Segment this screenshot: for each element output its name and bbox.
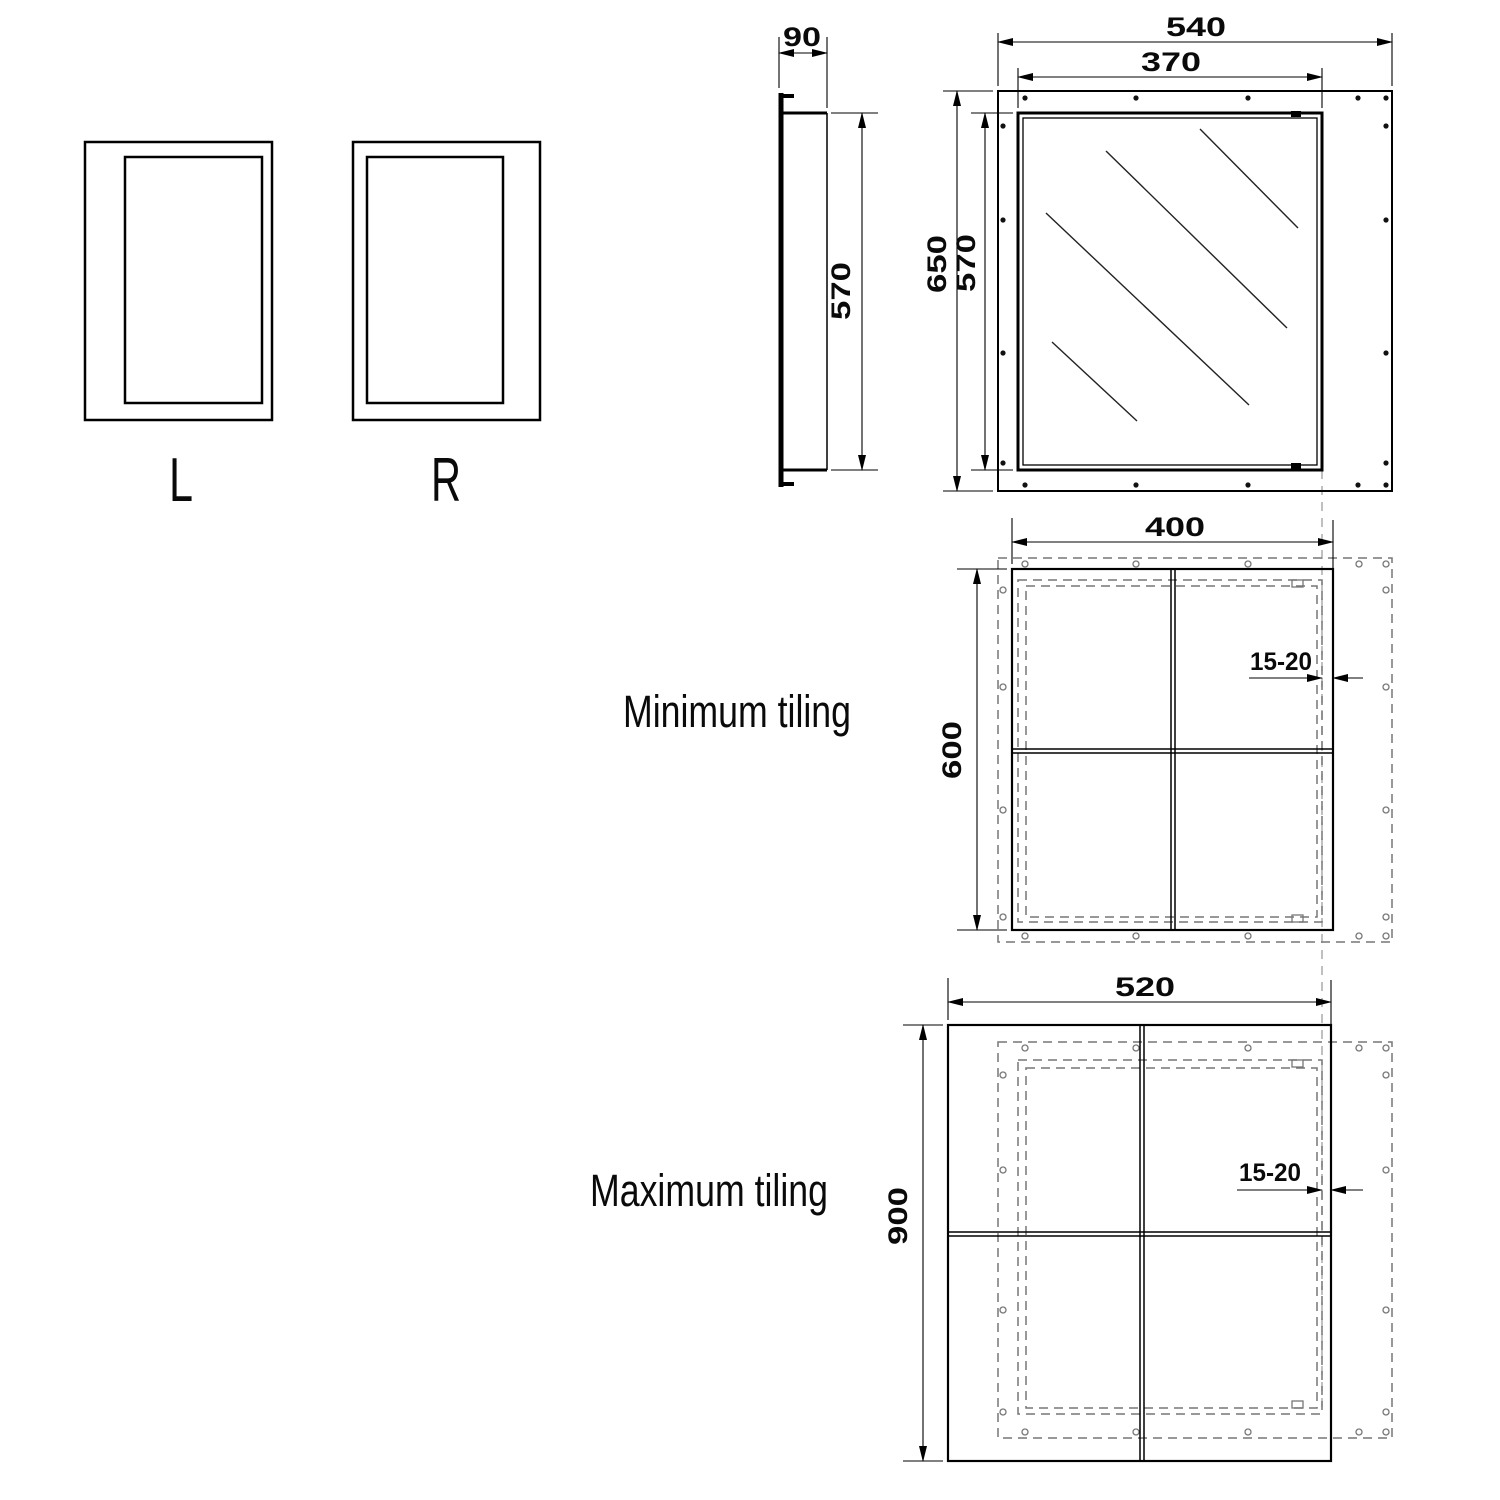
- door-left-outer-frame: [85, 142, 272, 420]
- door-left-variant-diagram: [85, 142, 272, 515]
- door-right-inner-panel: [367, 157, 503, 403]
- dim-min-tiling-height: [937, 569, 1007, 930]
- front-mirror: [1023, 118, 1317, 465]
- dim-front-height-value: 650: [922, 247, 952, 293]
- dim-door-width-value: 370: [1141, 47, 1201, 77]
- ghost-hinge-mark-bottom: [1292, 1401, 1303, 1408]
- hatch-line: [1046, 213, 1249, 405]
- mirror-reflection-hatch: [1046, 129, 1298, 421]
- dim-max-gap-value: 15-20: [1239, 1159, 1301, 1187]
- dim-max-tiling-width: [948, 972, 1331, 1025]
- dim-side-height-value: 570: [826, 274, 856, 320]
- dim-min-height-value: 600: [937, 733, 967, 779]
- dim-min-width-value: 400: [1145, 512, 1205, 542]
- ghost-mounting-panel: [998, 1042, 1392, 1438]
- dim-min-gap-value: 15-20: [1250, 648, 1312, 676]
- ghost-door-outline: [1018, 1060, 1322, 1414]
- hatch-line: [1052, 342, 1137, 421]
- ghost-hinge-mark-top: [1292, 1060, 1303, 1067]
- front-door: [1018, 113, 1322, 470]
- tile-grid-min: [1012, 569, 1333, 930]
- door-left-label: L: [169, 446, 193, 515]
- dim-side-height: [826, 113, 878, 470]
- dim-max-tile-gap: [1237, 1159, 1363, 1190]
- cabinet-front-view: [922, 12, 1392, 491]
- dim-max-height-value: 900: [883, 1199, 913, 1245]
- dim-min-tile-gap: [1249, 648, 1363, 678]
- ghost-hinge-mark-bottom: [1292, 915, 1303, 922]
- ghost-door-outline: [1018, 580, 1322, 922]
- dim-side-depth-value: 90: [783, 22, 821, 52]
- dim-door-height-value: 570: [951, 246, 981, 292]
- cabinet-side-view: [779, 22, 878, 487]
- door-hinge-mark-top: [1291, 111, 1301, 117]
- door-left-inner-panel: [125, 157, 262, 403]
- dim-max-width-value: 520: [1115, 972, 1175, 1002]
- tile-grid-max: [948, 1025, 1331, 1461]
- hatch-line: [1106, 151, 1287, 328]
- dim-max-tiling-height: [883, 1025, 943, 1461]
- ghost-mirror-outline: [1026, 1068, 1317, 1408]
- minimum-tiling-diagram: [623, 512, 1392, 942]
- dim-door-height: [951, 113, 1013, 470]
- dim-door-width: [1018, 47, 1322, 108]
- maximum-tiling-diagram: [590, 972, 1392, 1461]
- minimum-tiling-label: Minimum tiling: [623, 686, 851, 737]
- door-right-outer-frame: [353, 142, 540, 420]
- hatch-line: [1200, 129, 1298, 228]
- dim-front-width-value: 540: [1166, 12, 1226, 42]
- dim-min-tiling-width: [1012, 512, 1333, 569]
- door-right-variant-diagram: [353, 142, 540, 515]
- maximum-tiling-label: Maximum tiling: [590, 1165, 828, 1216]
- door-right-label: R: [431, 446, 461, 515]
- ghost-screw-holes: [1000, 561, 1389, 939]
- front-screw-holes: [1000, 95, 1388, 487]
- front-mounting-panel: [998, 91, 1392, 491]
- door-hinge-mark-bottom: [1291, 463, 1301, 469]
